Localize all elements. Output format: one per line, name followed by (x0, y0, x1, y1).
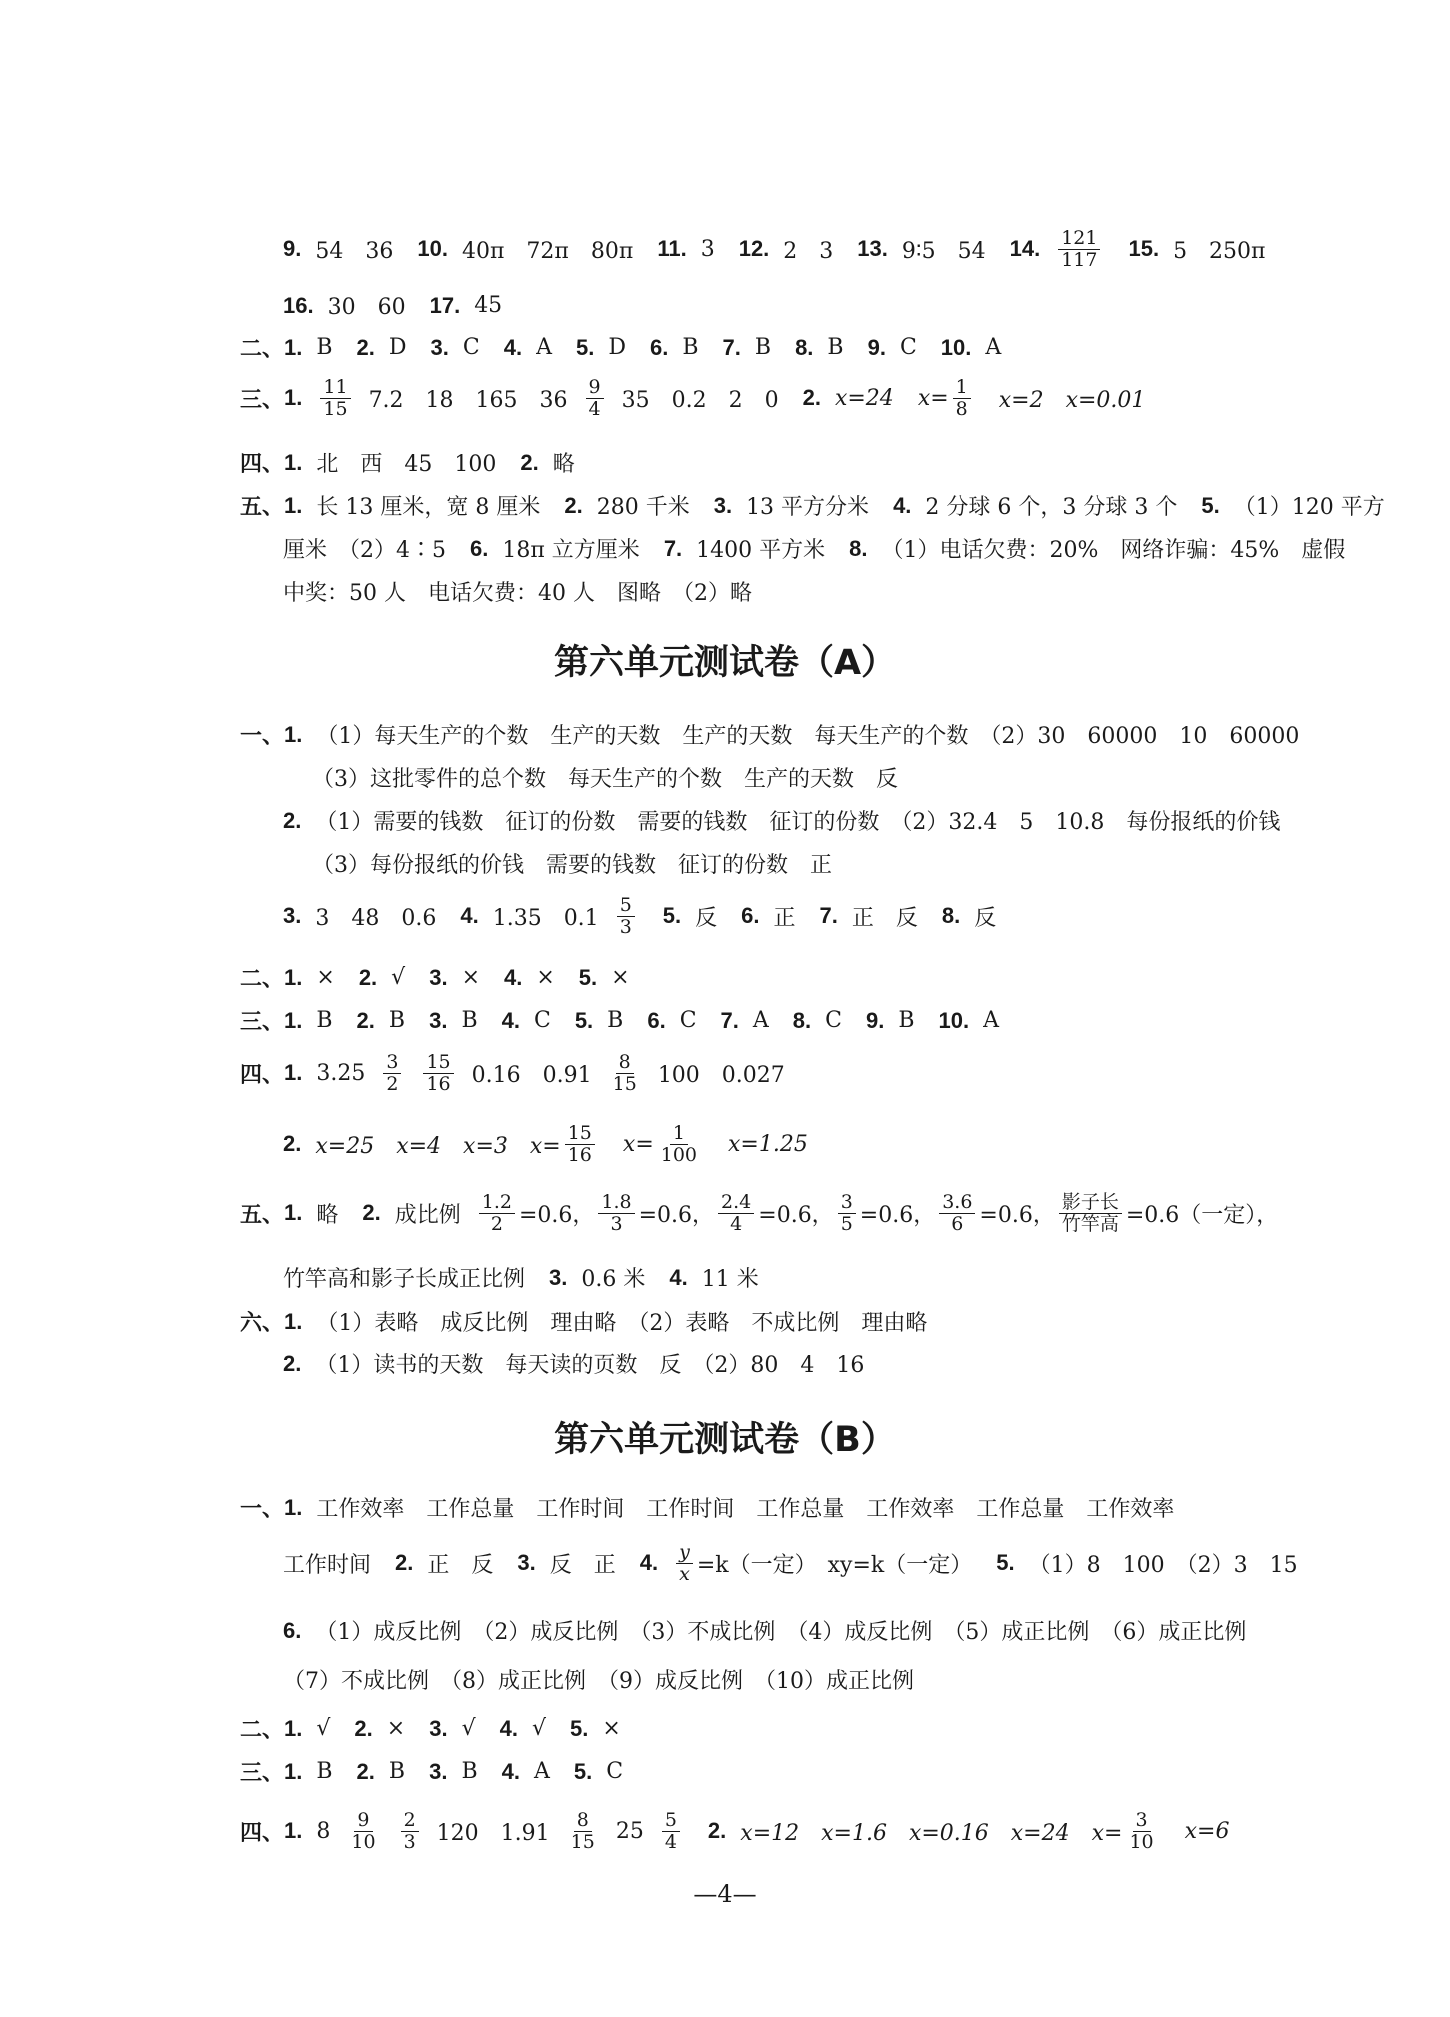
section-title: 第六单元测试卷（A） (553, 643, 897, 683)
question-number: 3. (430, 334, 449, 360)
fraction: $\frac{2}{3}$ (401, 1810, 419, 1853)
answer-text: B (388, 1759, 406, 1784)
answer-text: √ (391, 965, 406, 990)
section-title: 第六单元测试卷（B） (554, 1420, 896, 1460)
question-number: 7. (720, 1007, 739, 1033)
question-number: 16. (283, 292, 314, 318)
question-number: 1. (284, 334, 303, 360)
question-number: 2. (802, 385, 821, 411)
answer-text: 30 60 (327, 295, 406, 320)
question-number: 2. (564, 492, 583, 518)
answer-text: 9∶5 54 (901, 238, 986, 264)
question-number: 8. (849, 535, 868, 561)
answer-text: × (611, 965, 630, 990)
section-number: 一、 (240, 1496, 285, 1521)
answer-text: 正 (773, 905, 796, 931)
answer-line (283, 1348, 864, 1379)
page-number: —4— (693, 1880, 757, 1908)
answer-text: x= (917, 385, 949, 411)
question-number: 1. (284, 1308, 303, 1334)
question-number: 9. (867, 334, 886, 360)
answer-text: 厘米 （2）4∶5 (283, 538, 446, 563)
question-number: 4. (893, 492, 912, 518)
section-number: 六、 (240, 1310, 285, 1335)
question-number: 2. (707, 1818, 727, 1844)
answer-line-choice (240, 1005, 999, 1036)
fraction: $\frac{5}{3}$ (617, 895, 635, 938)
answer-text: B (316, 1759, 333, 1784)
fraction: $\frac{3.6}{6}$ (939, 1192, 975, 1235)
answer-text: 54 36 (315, 238, 394, 264)
answer-text: 竹竿高和影子长成正比例 (283, 1267, 526, 1292)
question-number: 5. (1201, 492, 1220, 518)
answer-text: 13 平方分米 (746, 495, 870, 520)
question-number: 7. (819, 903, 838, 929)
answer-text: B (388, 1008, 406, 1033)
question-number: 1. (284, 1494, 303, 1520)
answer-line (240, 1492, 1174, 1523)
question-number: 3. (549, 1264, 568, 1290)
answer-text: C (462, 335, 480, 360)
answer-line-choice (240, 332, 1001, 363)
answer-text: 40π 72π 80π (461, 238, 634, 264)
fraction: $\frac{11}{15}$ (320, 377, 350, 420)
question-number: 3. (283, 903, 302, 929)
answer-text: × (536, 965, 555, 990)
question-number: 2. (395, 1550, 414, 1576)
fraction: $\frac{9}{10}$ (351, 1809, 376, 1853)
answer-text: x=1.25 (728, 1131, 808, 1157)
answer-text: A (983, 1008, 1000, 1033)
question-number: 2. (520, 449, 539, 475)
question-number: 15. (1128, 236, 1160, 262)
answer-text: =k（一定） xy=k（一定） (696, 1552, 973, 1578)
answer-text: C (533, 1008, 551, 1033)
answer-text: √ (531, 1716, 546, 1741)
question-number: 5. (574, 1007, 594, 1033)
answer-text: =0.6， (758, 1202, 834, 1228)
question-number: 1. (284, 1007, 303, 1033)
answer-text: A (533, 1759, 550, 1784)
answer-text: C (825, 1008, 842, 1033)
answer-text: x=2 x=0.01 (998, 387, 1146, 413)
answer-line (283, 228, 1266, 271)
section-number: 三、 (240, 1760, 285, 1785)
answer-text: √ (316, 1716, 331, 1741)
answer-text: 2 分球 6 个，3 分球 3 个 (925, 495, 1178, 520)
question-number: 5. (578, 964, 598, 990)
answer-text: B (754, 335, 772, 360)
section-number: 四、 (240, 1061, 285, 1087)
question-number: 5. (569, 1715, 589, 1741)
fraction: $\frac{15}{16}$ (565, 1123, 595, 1166)
question-number: 3. (429, 964, 448, 990)
answer-text: 略 (316, 1202, 339, 1228)
answer-text: =0.6（一定）， (1125, 1202, 1279, 1228)
question-number: 1. (284, 1818, 303, 1844)
answer-text: =0.6， (979, 1202, 1055, 1228)
question-number: 1. (284, 449, 303, 475)
answer-text: 2 3 (783, 238, 834, 264)
answer-line-choice (240, 1756, 623, 1787)
question-number: 1. (284, 492, 303, 518)
answer-text: 3.25 (316, 1060, 366, 1086)
answer-text: 45 (474, 293, 503, 318)
answer-text: （1）120 平方 (1233, 495, 1385, 520)
answer-text: 25 (615, 1818, 644, 1844)
section-number: 五、 (240, 1201, 285, 1227)
fraction: $\frac{5}{4}$ (662, 1810, 680, 1853)
question-number: 10. (940, 334, 972, 360)
fraction: $\frac{121}{117}$ (1058, 228, 1100, 271)
question-number: 4. (639, 1550, 659, 1576)
fraction: $\frac{3}{2}$ (383, 1052, 401, 1095)
answer-text: C (606, 1759, 624, 1784)
section-number: 四、 (240, 1819, 285, 1845)
answer-line (240, 377, 1145, 420)
question-number: 4. (499, 1715, 518, 1741)
question-number: 8. (941, 903, 961, 929)
answer-text: 工作效率 工作总量 工作时间 工作时间 工作总量 工作效率 工作总量 工作效率 (316, 1497, 1175, 1522)
question-number: 1. (284, 964, 303, 990)
answer-text: B (316, 1008, 333, 1033)
answer-text: 中奖：50 人 电话欠费：40 人 图略 （2）略 (283, 581, 752, 606)
question-number: 4. (504, 964, 523, 990)
question-number: 4. (501, 1758, 520, 1784)
fraction: $\frac{1}{8}$ (953, 377, 971, 420)
answer-text: （1）成反比例 （2）成反比例 （3）不成比例 （4）成反比例 （5）成正比例 （6）成正比例 (315, 1620, 1247, 1645)
answer-text: B (827, 335, 844, 360)
fraction: $\frac{1.8}{3}$ (598, 1192, 634, 1235)
question-number: 2. (283, 1350, 302, 1376)
answer-line (240, 447, 575, 478)
question-number: 2. (358, 964, 378, 990)
answer-text: =0.6， (638, 1202, 715, 1228)
question-number: 13. (857, 236, 888, 262)
question-number: 1. (284, 385, 303, 411)
answer-line (283, 290, 502, 321)
question-number: 8. (795, 334, 814, 360)
fraction: $\frac{3}{10}$ (1129, 1809, 1154, 1853)
answer-text: 工作时间 (283, 1552, 372, 1578)
answer-text: 5 250π (1173, 238, 1266, 264)
fraction: $\frac{\text{影子长}}{\text{竹竿高}}$ (1059, 1192, 1122, 1235)
answer-line (283, 1123, 808, 1166)
section-number: 二、 (240, 1717, 285, 1742)
answer-text: 8 (316, 1818, 331, 1844)
question-number: 5. (662, 903, 682, 929)
question-number: 14. (1009, 236, 1041, 262)
question-number: 4. (503, 334, 523, 360)
question-number: 7. (722, 334, 741, 360)
answer-text: × (461, 965, 480, 990)
answer-line (240, 719, 1299, 750)
answer-text: B (682, 335, 699, 360)
answer-text: 120 1.91 (436, 1820, 550, 1846)
answer-text: =0.6， (859, 1202, 936, 1228)
section-number: 一、 (240, 723, 285, 748)
answer-text: 反 (695, 905, 718, 931)
fraction: $\frac{y}{x}$ (676, 1542, 693, 1585)
question-number: 2. (362, 1200, 381, 1226)
answer-text: C (899, 335, 917, 360)
answer-line-judge (240, 962, 630, 993)
question-number: 17. (429, 292, 461, 318)
fraction: $\frac{8}{15}$ (612, 1051, 637, 1095)
question-number: 2. (283, 1131, 302, 1157)
question-number: 10. (417, 236, 448, 262)
question-number: 6. (650, 334, 669, 360)
question-number: 1. (284, 721, 303, 747)
question-number: 6. (741, 903, 760, 929)
answer-text: 长 13 厘米，宽 8 厘米 (316, 495, 541, 520)
answer-text: x=6 (1184, 1818, 1230, 1844)
question-number: 1. (284, 1200, 303, 1226)
question-number: 12. (738, 236, 770, 262)
answer-text: A (752, 1008, 769, 1033)
question-number: 1. (284, 1060, 303, 1086)
answer-text: （1）8 100 （2）3 15 (1028, 1552, 1298, 1578)
question-number: 8. (792, 1007, 812, 1033)
answer-text: B (898, 1008, 915, 1033)
section-number: 三、 (240, 386, 285, 412)
question-number: 2. (354, 1715, 373, 1741)
question-number: 3. (429, 1715, 448, 1741)
answer-text: （3）这批零件的总个数 每天生产的个数 生产的天数 反 (312, 767, 898, 792)
answer-text: B (461, 1759, 478, 1784)
answer-line (240, 1192, 1278, 1235)
answer-text: 1400 平方米 (696, 538, 826, 563)
answer-line (283, 1664, 914, 1695)
answer-text: 成比例 (394, 1202, 461, 1228)
answer-line (240, 1306, 927, 1337)
answer-text: B (607, 1008, 624, 1033)
fraction: $\frac{3}{5}$ (838, 1192, 856, 1235)
section-number: 二、 (240, 966, 285, 991)
answer-text: 18π 立方厘米 (502, 538, 640, 563)
fraction: $\frac{1.2}{2}$ (479, 1192, 515, 1235)
answer-text: 反 (974, 905, 997, 931)
answer-text: x=25 x=4 x=3 x= (315, 1133, 561, 1159)
answer-line-judge (240, 1713, 621, 1744)
question-number: 2. (356, 1007, 375, 1033)
answer-text: （7）不成比例 （8）成正比例 （9）成反比例 （10）成正比例 (283, 1669, 914, 1694)
answer-line (283, 533, 1345, 564)
answer-text: 0.6 米 (581, 1267, 646, 1292)
answer-text: =0.6， (518, 1202, 595, 1228)
answer-text: 正 反 (851, 905, 918, 931)
answer-text: （1）需要的钱数 征订的份数 需要的钱数 征订的份数 （2）32.4 5 10.8 每份报纸的价钱 (315, 810, 1281, 835)
answer-line (312, 848, 832, 879)
answer-text: 3 (700, 236, 715, 262)
question-number: 6. (470, 535, 489, 561)
question-number: 5. (573, 1758, 593, 1784)
question-number: 1. (284, 1715, 303, 1741)
answer-text: x= (622, 1131, 654, 1157)
answer-text: A (536, 335, 552, 360)
answer-text: √ (461, 1716, 476, 1741)
answer-line (283, 1262, 759, 1293)
answer-text: 3 48 0.6 (315, 905, 437, 931)
question-number: 2. (356, 334, 375, 360)
fraction: $\frac{8}{15}$ (570, 1809, 595, 1853)
answer-text: （1）每天生产的个数 生产的天数 生产的天数 每天生产的个数 （2）30 60000 10 60000 (316, 724, 1300, 749)
answer-line (283, 576, 752, 607)
answer-line (312, 762, 898, 793)
question-number: 1. (284, 1758, 303, 1784)
answer-text: × (602, 1716, 621, 1741)
answer-line (283, 1542, 1298, 1585)
section-number: 三、 (240, 1009, 285, 1034)
question-number: 2. (356, 1758, 375, 1784)
question-number: 6. (647, 1007, 666, 1033)
question-number: 4. (460, 903, 479, 929)
question-number: 9. (283, 236, 302, 262)
answer-line (240, 1052, 785, 1095)
answer-text: 反 正 (549, 1552, 616, 1578)
fraction: $\frac{9}{4}$ (586, 377, 604, 420)
question-number: 3. (517, 1550, 536, 1576)
fraction: $\frac{1}{100}$ (660, 1122, 698, 1166)
answer-text: A (985, 335, 1002, 360)
answer-text: D (388, 335, 407, 360)
answer-line (240, 490, 1385, 521)
answer-text: B (316, 335, 333, 360)
answer-text: C (679, 1008, 697, 1033)
answer-text: x=24 (834, 385, 894, 411)
answer-text: × (386, 1716, 406, 1741)
answer-text: （1）电话欠费：20% 网络诈骗：45% 虚假 (881, 538, 1346, 563)
question-number: 9. (866, 1007, 885, 1033)
question-number: 3. (429, 1758, 448, 1784)
fraction: $\frac{15}{16}$ (423, 1052, 453, 1095)
question-number: 6. (283, 1617, 302, 1643)
question-number: 7. (663, 535, 683, 561)
question-number: 2. (283, 807, 302, 833)
answer-text: B (461, 1008, 478, 1033)
answer-line (240, 1810, 1229, 1853)
question-number: 4. (669, 1264, 688, 1290)
answer-text: （1）表略 成反比例 理由略 （2）表略 不成比例 理由略 (316, 1311, 928, 1336)
section-number: 四、 (240, 451, 285, 476)
question-number: 5. (996, 1550, 1015, 1576)
section-number: 二、 (240, 336, 285, 361)
answer-text: 北 西 45 100 (316, 452, 497, 477)
answer-text: （1）读书的天数 每天读的页数 反 （2）80 4 16 (315, 1353, 865, 1378)
answer-text: 11 米 (701, 1267, 759, 1292)
section-number: 五、 (240, 494, 285, 519)
question-number: 3. (713, 492, 733, 518)
question-number: 11. (657, 236, 687, 262)
answer-line (283, 895, 996, 938)
answer-text: D (608, 335, 626, 360)
answer-text: x=12 x=1.6 x=0.16 x=24 x= (740, 1820, 1123, 1846)
answer-text: × (316, 965, 335, 990)
question-number: 10. (938, 1007, 970, 1033)
answer-text: 7.2 18 165 36 (368, 387, 568, 413)
answer-text: 0.16 0.91 (471, 1062, 592, 1088)
answer-text: （3）每份报纸的价钱 需要的钱数 征订的份数 正 (312, 853, 832, 878)
answer-text: 正 反 (427, 1552, 494, 1578)
answer-text: 1.35 0.1 (492, 905, 599, 931)
answer-line (283, 805, 1280, 836)
question-number: 5. (576, 334, 595, 360)
answer-text: 35 0.2 2 0 (621, 387, 779, 413)
fraction: $\frac{2.4}{4}$ (718, 1192, 754, 1235)
answer-line (283, 1615, 1246, 1646)
question-number: 4. (501, 1007, 520, 1033)
answer-text: 略 (552, 452, 575, 477)
answer-text: 280 千米 (596, 495, 690, 520)
question-number: 3. (429, 1007, 448, 1033)
answer-text: 100 0.027 (657, 1062, 785, 1088)
